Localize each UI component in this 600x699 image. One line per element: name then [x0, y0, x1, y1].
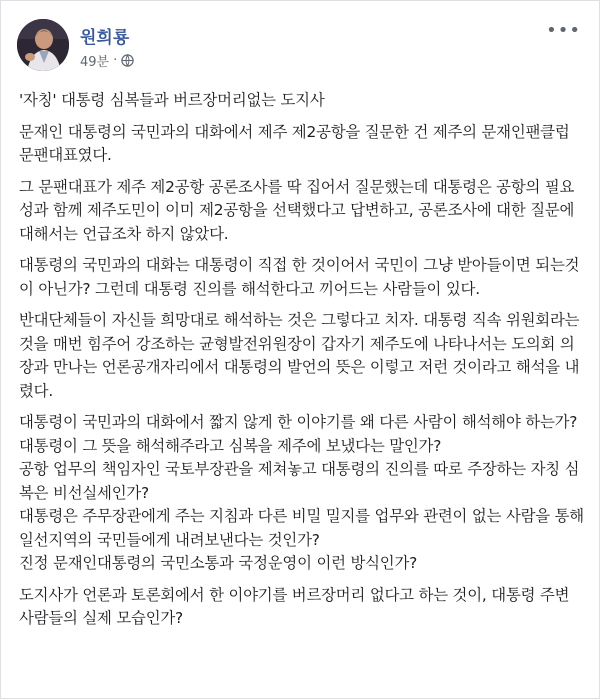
post-header — [17, 19, 589, 79]
post-paragraph: 문재인 대통령의 국민과의 대화에서 제주 제2공항을 질문한 건 제주의 문재인팬클럽 문팬대표였다. — [19, 122, 570, 164]
post-question-line: 공항 업무의 책임자인 국토부장관을 제쳐놓고 대통령의 진의를 따로 주장하는 자칭 심복은 비선실세인가? — [19, 460, 580, 502]
globe-icon[interactable] — [121, 54, 134, 67]
post-paragraph: '자칭' 대통령 심복들과 버르장머리없는 도지사 — [19, 91, 325, 109]
post-question-line: 진정 문재인대통령의 국민소통과 국정운영이 이런 방식인가? — [19, 554, 418, 572]
post-paragraph: 그 문팬대표가 제주 제2공항 공론조사를 딱 집어서 질문했는데 대통령은 공항의 필요성과 함께 제주도민이 이미 제2공항을 선택했다고 답변하고, 공론조사에 대한 질문에 대해서는 언급조차 하지 않았다. — [19, 177, 575, 243]
author-name[interactable]: 원희룡 — [80, 28, 130, 48]
post-paragraph: 도지사가 언론과 토론회에서 한 이야기를 버르장머리 없다고 하는 것이, 대통령 주변 사람들의 실제 모습인가? — [19, 585, 570, 627]
post-question-list — [19, 411, 585, 576]
author-avatar[interactable] — [17, 19, 69, 71]
avatar-photo — [17, 19, 69, 71]
more-options-icon[interactable]: ••• — [546, 20, 581, 41]
post-question-line: 대통령은 주무장관에게 주는 지침과 다른 비밀 밀지를 업무와 관련이 없는 사람을 통해 일선지역의 국민들에게 내려보낸다는 것인가? — [19, 507, 584, 549]
post-body — [19, 89, 585, 639]
post-paragraph: 반대단체들이 자신들 희망대로 해석하는 것은 그렇다고 치자. 대통령 직속 위원회라는 것을 매번 힘주어 강조하는 균형발전위원장이 갑자기 제주도에 나타나서는 도의회 의장과 만나는 언론공개자리에서 대통령의 발언의 뜻은 이렇고 저런 것이라고 해석을 내렸다. — [19, 311, 580, 400]
post-paragraph: 대통령의 국민과의 대화는 대통령이 직접 한 것이어서 국민이 그냥 받아들이면 되는것이 아닌가? 그런데 대통령 진의를 해석한다고 끼어드는 사람들이 있다. — [19, 256, 580, 298]
post-question-line: 대통령이 국민과의 대화에서 짧지 않게 한 이야기를 왜 다른 사람이 해석해야 하는가? — [19, 413, 578, 431]
post-timestamp[interactable]: 49분 — [80, 55, 110, 70]
post-question-line: 대통령이 그 뜻을 해석해주라고 심복을 제주에 보냈다는 말인가? — [19, 436, 442, 455]
meta-separator: · — [113, 53, 118, 68]
post-meta — [80, 51, 134, 70]
